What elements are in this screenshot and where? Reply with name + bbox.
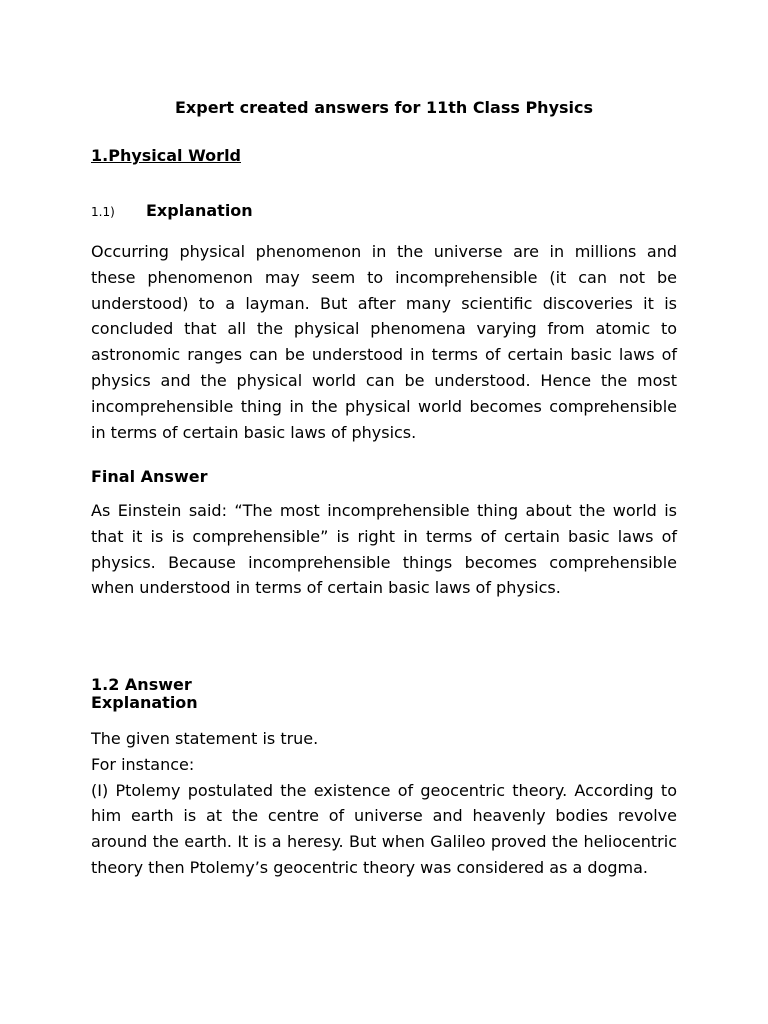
chapter-heading: 1.Physical World	[91, 146, 241, 165]
final-answer-paragraph: As Einstein said: “The most incomprehensible thing about the world is that it is is comprehensible” is right in terms of certain basic laws of physics. Because incomprehensible things becomes comprehensible when understood in terms of certain basic laws of physics.	[91, 501, 677, 598]
explanation-paragraph: Occurring physical phenomenon in the universe are in millions and these phenomenon may seem to incomprehensible (it can not be understood) to a layman. But after many scientific discoveries it is concluded that all the physical phenomena varying from atomic to astronomic ranges can be understood in terms of certain basic laws of physics and the physical world can be understood. Hence the most incomprehensible thing in the physical world becomes comprehensible in terms of certain basic laws of physics.	[91, 242, 677, 442]
section-2-explanation-heading: Explanation	[91, 693, 198, 712]
section-2-body	[91, 726, 677, 881]
final-answer-heading: Final Answer	[91, 467, 208, 486]
point-1-text: (I) Ptolemy postulated the existence of geocentric theory. According to him earth is at the centre of universe and heavenly bodies revolve around the earth. It is a heresy. But when Galileo proved the heliocentric theory then Ptolemy’s geocentric theory was considered as a dogma.	[91, 780, 677, 877]
statement-text: The given statement is true.	[91, 729, 319, 748]
answer-heading: 1.2 Answer	[91, 675, 192, 694]
for-instance-text: For instance:	[91, 754, 195, 774]
section-heading-explanation: Explanation	[146, 201, 253, 220]
section-number: 1.1)	[91, 205, 115, 219]
document-title: Expert created answers for 11th Class Physics	[174, 98, 594, 117]
